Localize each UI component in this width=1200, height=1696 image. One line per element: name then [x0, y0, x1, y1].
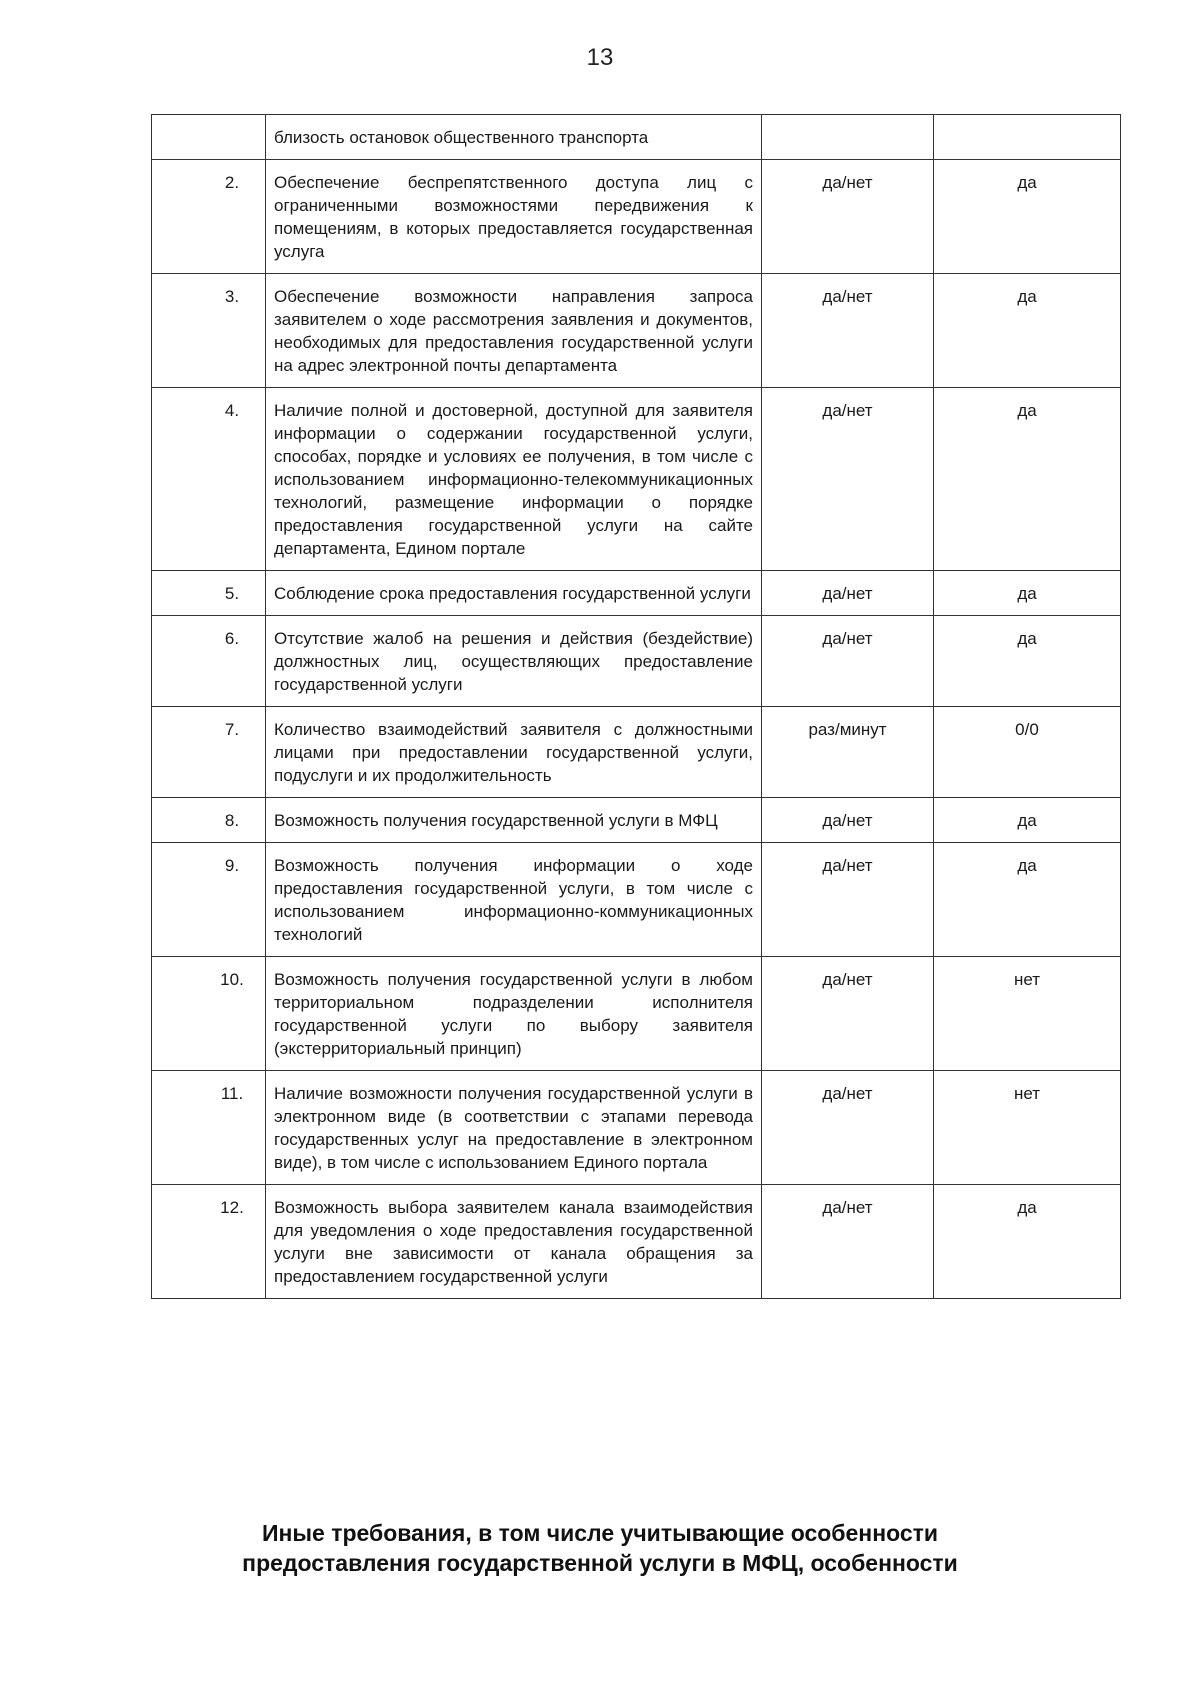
row-norm: да — [934, 388, 1121, 571]
table-row — [152, 1185, 1121, 1299]
row-description: Возможность получения государственной услуги в любом территориальном подразделении исполнителя государственной услуги по выбору заявителя (экстерриториальный принцип) — [266, 957, 762, 1071]
row-number: 7. — [152, 707, 266, 798]
row-number: 3. — [152, 274, 266, 388]
row-norm: 0/0 — [934, 707, 1121, 798]
row-unit: да/нет — [762, 1185, 934, 1299]
row-number: 8. — [152, 798, 266, 843]
quality-indicators-table — [151, 114, 1121, 1299]
table-row — [152, 957, 1121, 1071]
section-heading-line-2: предоставления государственной услуги в МФЦ, особенности — [242, 1550, 958, 1576]
table-row — [152, 274, 1121, 388]
row-unit — [762, 115, 934, 160]
section-heading — [0, 1518, 1200, 1578]
row-number: 5. — [152, 571, 266, 616]
row-unit: да/нет — [762, 160, 934, 274]
row-description: Возможность выбора заявителем канала взаимодействия для уведомления о ходе предоставления государственной услуги вне зависимости от канала обращения за предоставлением государственной услуги — [266, 1185, 762, 1299]
row-number: 2. — [152, 160, 266, 274]
table-row — [152, 1071, 1121, 1185]
row-number: 10. — [152, 957, 266, 1071]
row-unit: да/нет — [762, 1071, 934, 1185]
table-row — [152, 115, 1121, 160]
table-row — [152, 707, 1121, 798]
row-unit: да/нет — [762, 798, 934, 843]
row-norm: да — [934, 274, 1121, 388]
row-number: 4. — [152, 388, 266, 571]
table-row — [152, 616, 1121, 707]
row-unit: раз/минут — [762, 707, 934, 798]
row-norm: да — [934, 160, 1121, 274]
row-description: Обеспечение беспрепятственного доступа лиц с ограниченными возможностями передвижения к помещениям, в которых предоставляется государственная услуга — [266, 160, 762, 274]
row-number: 12. — [152, 1185, 266, 1299]
row-norm: нет — [934, 957, 1121, 1071]
row-description: Наличие возможности получения государственной услуги в электронном виде (в соответствии с этапами перевода государственных услуг на предоставление в электронном виде), в том числе с использованием Единого портала — [266, 1071, 762, 1185]
table-row — [152, 843, 1121, 957]
row-number: 6. — [152, 616, 266, 707]
row-norm: да — [934, 1185, 1121, 1299]
table-row — [152, 160, 1121, 274]
row-description: Отсутствие жалоб на решения и действия (бездействие) должностных лиц, осуществляющих предоставление государственной услуги — [266, 616, 762, 707]
row-unit: да/нет — [762, 388, 934, 571]
row-number — [152, 115, 266, 160]
row-description: Обеспечение возможности направления запроса заявителем о ходе рассмотрения заявления и документов, необходимых для предоставления государственной услуги на адрес электронной почты департамента — [266, 274, 762, 388]
row-number: 9. — [152, 843, 266, 957]
row-unit: да/нет — [762, 571, 934, 616]
row-number: 11. — [152, 1071, 266, 1185]
row-norm: да — [934, 616, 1121, 707]
row-description: близость остановок общественного транспорта — [266, 115, 762, 160]
page-number: 13 — [586, 44, 614, 71]
row-norm: да — [934, 798, 1121, 843]
row-description: Количество взаимодействий заявителя с должностными лицами при предоставлении государственной услуги, подуслуги и их продолжительность — [266, 707, 762, 798]
row-unit: да/нет — [762, 957, 934, 1071]
row-unit: да/нет — [762, 843, 934, 957]
table-row — [152, 798, 1121, 843]
row-norm: нет — [934, 1071, 1121, 1185]
row-description: Соблюдение срока предоставления государственной услуги — [266, 571, 762, 616]
row-norm: да — [934, 571, 1121, 616]
table-row — [152, 388, 1121, 571]
row-description: Возможность получения государственной услуги в МФЦ — [266, 798, 762, 843]
row-norm: да — [934, 843, 1121, 957]
row-unit: да/нет — [762, 616, 934, 707]
section-heading-line-1: Иные требования, в том числе учитывающие особенности — [261, 1520, 939, 1546]
row-description: Наличие полной и достоверной, доступной для заявителя информации о содержании государственной услуги, способах, порядке и условиях ее получения, в том числе с использованием информационно-телекоммуникационных технологий, размещение информации о порядке предоставления государственной услуги на сайте департамента, Едином портале — [266, 388, 762, 571]
row-unit: да/нет — [762, 274, 934, 388]
row-description: Возможность получения информации о ходе предоставления государственной услуги, в том числе с использованием информационно-коммуникационных технологий — [266, 843, 762, 957]
row-norm — [934, 115, 1121, 160]
table-row — [152, 571, 1121, 616]
